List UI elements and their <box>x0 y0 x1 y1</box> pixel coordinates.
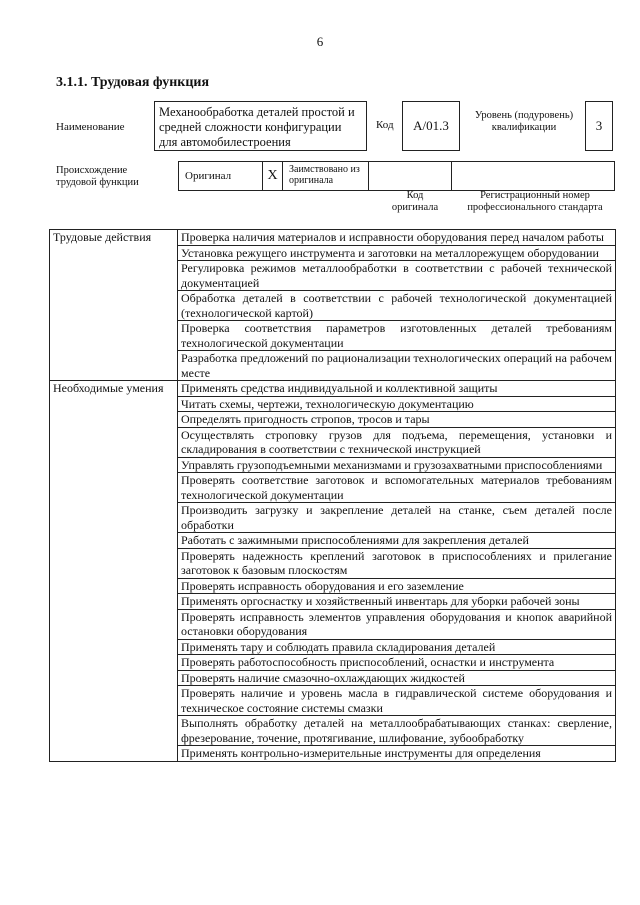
actions-item: Установка режущего инструмента и заготовки на металлорежущем оборудовании <box>178 245 616 261</box>
skills-item: Проверять наличие и уровень масла в гидравлической системе оборудования и техническое состояние системы смазки <box>178 686 616 716</box>
level-value: 3 <box>585 101 613 151</box>
reg-number-caption: Регистрационный номер профессионального стандарта <box>467 190 603 213</box>
skills-item: Проверять работоспособность приспособлений, оснастки и инструмента <box>178 655 616 671</box>
skills-item: Применять тару и соблюдать правила складирования деталей <box>178 639 616 655</box>
actions-item: Разработка предложений по рационализации технологических операций на рабочем месте <box>178 351 616 381</box>
labor-function-table-body <box>50 230 616 762</box>
original-label: Оригинал <box>185 170 232 182</box>
table-row <box>50 381 616 397</box>
table-row <box>50 230 616 246</box>
skills-item: Применять средства индивидуальной и коллективной защиты <box>178 381 616 397</box>
actions-item: Регулировка режимов металлообработки в соответствии с рабочей технической документацией <box>178 261 616 291</box>
origin-row <box>178 161 615 191</box>
skills-item: Проверять исправность элементов управления оборудования и кнопок аварийной остановки оборудования <box>178 609 616 639</box>
name-label: Наименование <box>56 121 125 133</box>
skills-item: Управлять грузоподъемными механизмами и грузозахватными приспособлениями <box>178 457 616 473</box>
actions-item: Проверка соответствия параметров изготовленных деталей требованиям технологической документации <box>178 321 616 351</box>
original-cell <box>179 162 263 190</box>
labor-function-table <box>49 229 616 762</box>
skills-item: Применять оргоснастку и хозяйственный инвентарь для уборки рабочей зоны <box>178 594 616 610</box>
actions-item: Проверка наличия материалов и исправности оборудования перед началом работы <box>178 230 616 246</box>
original-mark: X <box>267 168 278 183</box>
borrowed-cell <box>283 162 369 190</box>
skills-item: Проверять исправность оборудования и его заземление <box>178 578 616 594</box>
actions-label: Трудовые действия <box>50 230 178 381</box>
level-label: Уровень (подуровень) квалификации <box>474 110 574 133</box>
original-mark-cell <box>263 162 283 190</box>
section-title: 3.1.1. Трудовая функция <box>56 75 210 90</box>
borrowed-label: Заимствовано из оригинала <box>289 164 360 186</box>
skills-item: Применять контрольно-измерительные инструменты для определения <box>178 746 616 762</box>
reg-number-cell <box>452 162 614 190</box>
skills-item: Производить загрузку и закрепление деталей на станке, съем деталей после обработки <box>178 503 616 533</box>
skills-item: Работать с зажимными приспособлениями для закрепления деталей <box>178 533 616 549</box>
skills-item: Выполнять обработку деталей на металлообрабатывающих станках: сверление, фрезерование, точение, протягивание, шлифование, зубообработку <box>178 716 616 746</box>
code-value: А/01.3 <box>402 101 460 151</box>
skills-item: Определять пригодность стропов, тросов и тары <box>178 412 616 428</box>
code-original-cell <box>369 162 452 190</box>
actions-item: Обработка деталей в соответствии с рабочей технологической документацией (технологической картой) <box>178 291 616 321</box>
skills-item: Проверять наличие смазочно-охлаждающих жидкостей <box>178 670 616 686</box>
name-value: Механообработка деталей простой и средней сложности конфигурации для автомобилестроения <box>154 101 367 151</box>
page-number: 6 <box>316 34 324 49</box>
skills-item: Проверять надежность креплений заготовок в приспособлениях и прилегание заготовок к базовым плоскостям <box>178 548 616 578</box>
skills-item: Проверять соответствие заготовок и вспомогательных материалов требованиям технологической документации <box>178 473 616 503</box>
skills-item: Осуществлять строповку грузов для подъема, перемещения, установки и складирования в соответствии с технической инструкцией <box>178 427 616 457</box>
code-original-caption: Код оригинала <box>391 190 439 213</box>
skills-item: Читать схемы, чертежи, технологическую документацию <box>178 396 616 412</box>
origin-label: Происхождение трудовой функции <box>56 165 139 188</box>
code-label: Код <box>376 119 394 131</box>
skills-label: Необходимые умения <box>50 381 178 762</box>
